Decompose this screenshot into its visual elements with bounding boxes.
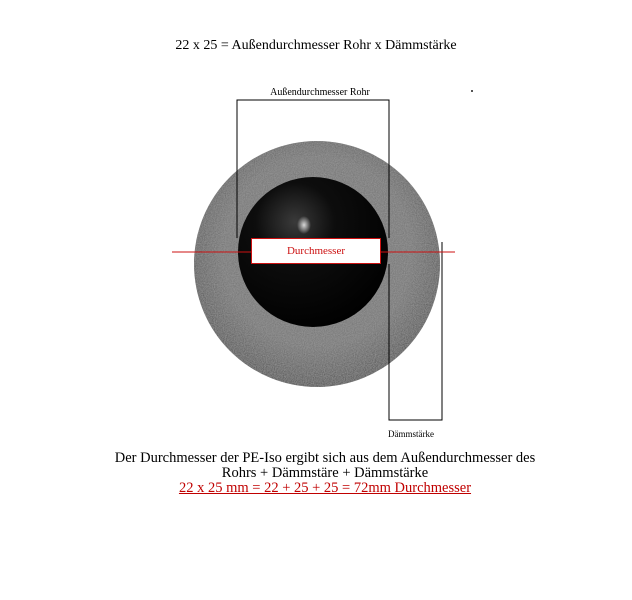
caption-line-1: Der Durchmesser der PE-Iso ergibt sich aus dem Außendurchmesser des bbox=[114, 450, 536, 466]
caption-line-2: Rohrs + Dämmstäre + Dämmstärke bbox=[221, 465, 429, 481]
insulation-thickness-label: Dämmstärke bbox=[388, 429, 434, 439]
page-title: 22 x 25 = Außendurchmesser Rohr x Dämmstärke bbox=[175, 38, 457, 53]
inner-diameter-label: Durchmesser bbox=[251, 238, 381, 264]
caption bbox=[0, 451, 632, 496]
outer-diameter-label: Außendurchmesser Rohr bbox=[270, 87, 370, 98]
bore-highlight bbox=[297, 216, 311, 234]
stray-dot bbox=[471, 90, 473, 92]
formula-text: 22 x 25 mm = 22 + 25 + 25 = 72mm Durchmesser bbox=[178, 480, 472, 496]
